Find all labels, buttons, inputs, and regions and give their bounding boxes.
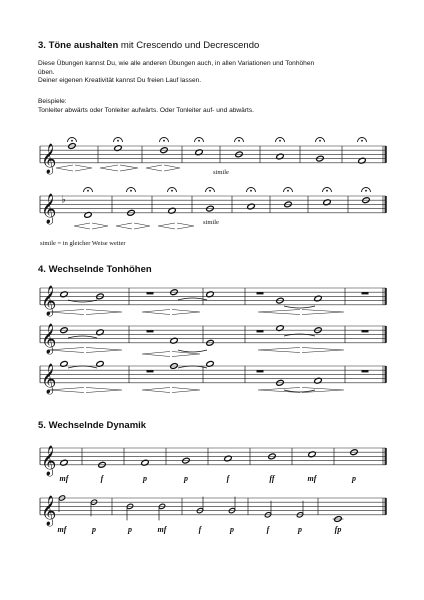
intro-line: Deiner eigenen Kreativität kannst Du freien Lauf lassen. [38, 77, 202, 85]
dynamic-mark: f [100, 474, 104, 483]
intro-line: Diese Übungen kannst Du, wie alle anderen Übungen auch, in allen Variationen und Tonhöhen [38, 60, 315, 67]
decrescendo-hairpin-icon [164, 165, 180, 171]
section-5-title: Wechselnde Dynamik [48, 420, 147, 431]
tie-arc [178, 350, 207, 352]
decrescendo-hairpin-icon [302, 348, 344, 353]
whole-rest-icon [257, 292, 264, 294]
decrescendo-hairpin-icon [86, 348, 122, 353]
section-4-heading [38, 264, 152, 275]
decrescendo-hairpin-icon [75, 165, 92, 171]
crescendo-hairpin-icon [258, 310, 300, 315]
dynamic-mark: p [298, 525, 302, 534]
tie-arc [68, 336, 97, 338]
crescendo-hairpin-icon [146, 165, 162, 171]
section-3-title-bold: Töne aushalten [48, 40, 119, 51]
crescendo-hairpin-icon [74, 223, 90, 229]
dynamic-mark: p [230, 525, 234, 534]
fermata-dot [130, 190, 132, 192]
final-bar-thick [385, 366, 387, 383]
section-4-score [0, 280, 424, 410]
whole-rest-icon [362, 330, 369, 332]
whole-rest-icon [257, 370, 264, 372]
section-3-examples [38, 98, 388, 115]
dynamic-mark: f [266, 525, 270, 534]
decrescendo-hairpin-icon [92, 223, 108, 229]
tie-arc [284, 306, 315, 308]
fermata-dot [279, 140, 281, 142]
whole-rest-icon [147, 330, 154, 332]
fermata-dot [171, 190, 173, 192]
crescendo-hairpin-icon [158, 223, 175, 229]
crescendo-hairpin-icon [100, 165, 118, 171]
fermata-dot [87, 190, 89, 192]
decrescendo-hairpin-icon [172, 310, 200, 315]
section-3-heading [38, 40, 259, 51]
section-5-score [0, 438, 424, 538]
decrescendo-hairpin-icon [134, 223, 150, 229]
whole-rest-icon [257, 330, 264, 332]
examples-label: Beispiele: [38, 98, 67, 105]
section-4-number: 4. [38, 264, 46, 275]
fermata-dot [209, 190, 211, 192]
section-3-intro [38, 60, 388, 86]
dynamic-mark: ff [269, 474, 275, 483]
fermata-dot [319, 140, 321, 142]
crescendo-hairpin-icon [56, 165, 73, 171]
decrescendo-hairpin-icon [302, 310, 344, 315]
dynamic-mark: p [352, 474, 356, 483]
treble-clef-icon: 𝄞 [41, 143, 57, 174]
dynamic-mark: f [226, 474, 230, 483]
treble-clef-icon: 𝄞 [41, 285, 57, 316]
dynamic-mark: mf [157, 525, 167, 534]
final-bar-thick [385, 498, 387, 515]
intro-line: üben. [38, 68, 55, 76]
crescendo-hairpin-icon [142, 352, 170, 357]
fermata-dot [238, 140, 240, 142]
section-5-number: 5. [38, 420, 46, 431]
decrescendo-hairpin-icon [86, 310, 122, 315]
treble-clef-icon: 𝄞 [41, 193, 57, 224]
section-5-heading [38, 420, 146, 431]
dynamic-mark: mf [59, 474, 69, 483]
final-bar-thick [385, 288, 387, 305]
flat-icon: ♭ [61, 194, 66, 206]
section-3-title-rest: mit Crescendo und Decrescendo [120, 40, 260, 51]
fermata-dot [365, 190, 367, 192]
tie-arc [68, 300, 97, 302]
final-bar-thick [385, 196, 387, 213]
whole-rest-icon [147, 292, 154, 294]
final-bar-thick [385, 146, 387, 163]
section-3-number: 3. [38, 40, 46, 51]
crescendo-hairpin-icon [142, 388, 170, 393]
dynamic-mark: f [198, 525, 202, 534]
treble-clef-icon: 𝄞 [41, 445, 57, 476]
dynamic-mark: mf [57, 525, 67, 534]
whole-rest-icon [147, 370, 154, 372]
dynamic-mark: p [92, 525, 96, 534]
simile-label-1: simile [213, 169, 229, 176]
decrescendo-hairpin-icon [172, 388, 200, 393]
examples-text: Tonleiter abwärts oder Tonleiter aufwärts. Oder Tonleiter auf- und abwärts. [38, 106, 254, 114]
whole-rest-icon [362, 370, 369, 372]
dynamic-mark: mf [307, 474, 317, 483]
whole-rest-icon [362, 292, 369, 294]
final-bar-thick [385, 448, 387, 465]
simile-label-2: simile [203, 219, 219, 226]
dynamic-mark: p [184, 474, 188, 483]
fermata-dot [250, 190, 252, 192]
final-bar-thick [385, 326, 387, 343]
fermata-dot [326, 190, 328, 192]
treble-clef-icon: 𝄞 [41, 363, 57, 394]
fermata-dot [198, 140, 200, 142]
dynamic-mark: fp [334, 525, 342, 534]
fermata-dot [287, 190, 289, 192]
section-3-score [0, 130, 424, 255]
crescendo-hairpin-icon [142, 310, 170, 315]
decrescendo-hairpin-icon [120, 165, 138, 171]
section-4-title: Wechselnde Tonhöhen [48, 264, 152, 275]
decrescendo-hairpin-icon [86, 388, 122, 393]
crescendo-hairpin-icon [116, 223, 132, 229]
dynamic-mark: p [128, 525, 132, 534]
crescendo-hairpin-icon [258, 348, 300, 353]
decrescendo-hairpin-icon [177, 223, 194, 229]
simile-explanation: simile = in gleicher Weise weiter [40, 240, 126, 247]
fermata-dot [163, 140, 165, 142]
treble-clef-icon: 𝄞 [41, 495, 57, 526]
treble-clef-icon: 𝄞 [41, 323, 57, 354]
fermata-dot [71, 140, 73, 142]
dynamic-mark: p [143, 474, 147, 483]
fermata-dot [117, 140, 119, 142]
fermata-dot [361, 140, 363, 142]
